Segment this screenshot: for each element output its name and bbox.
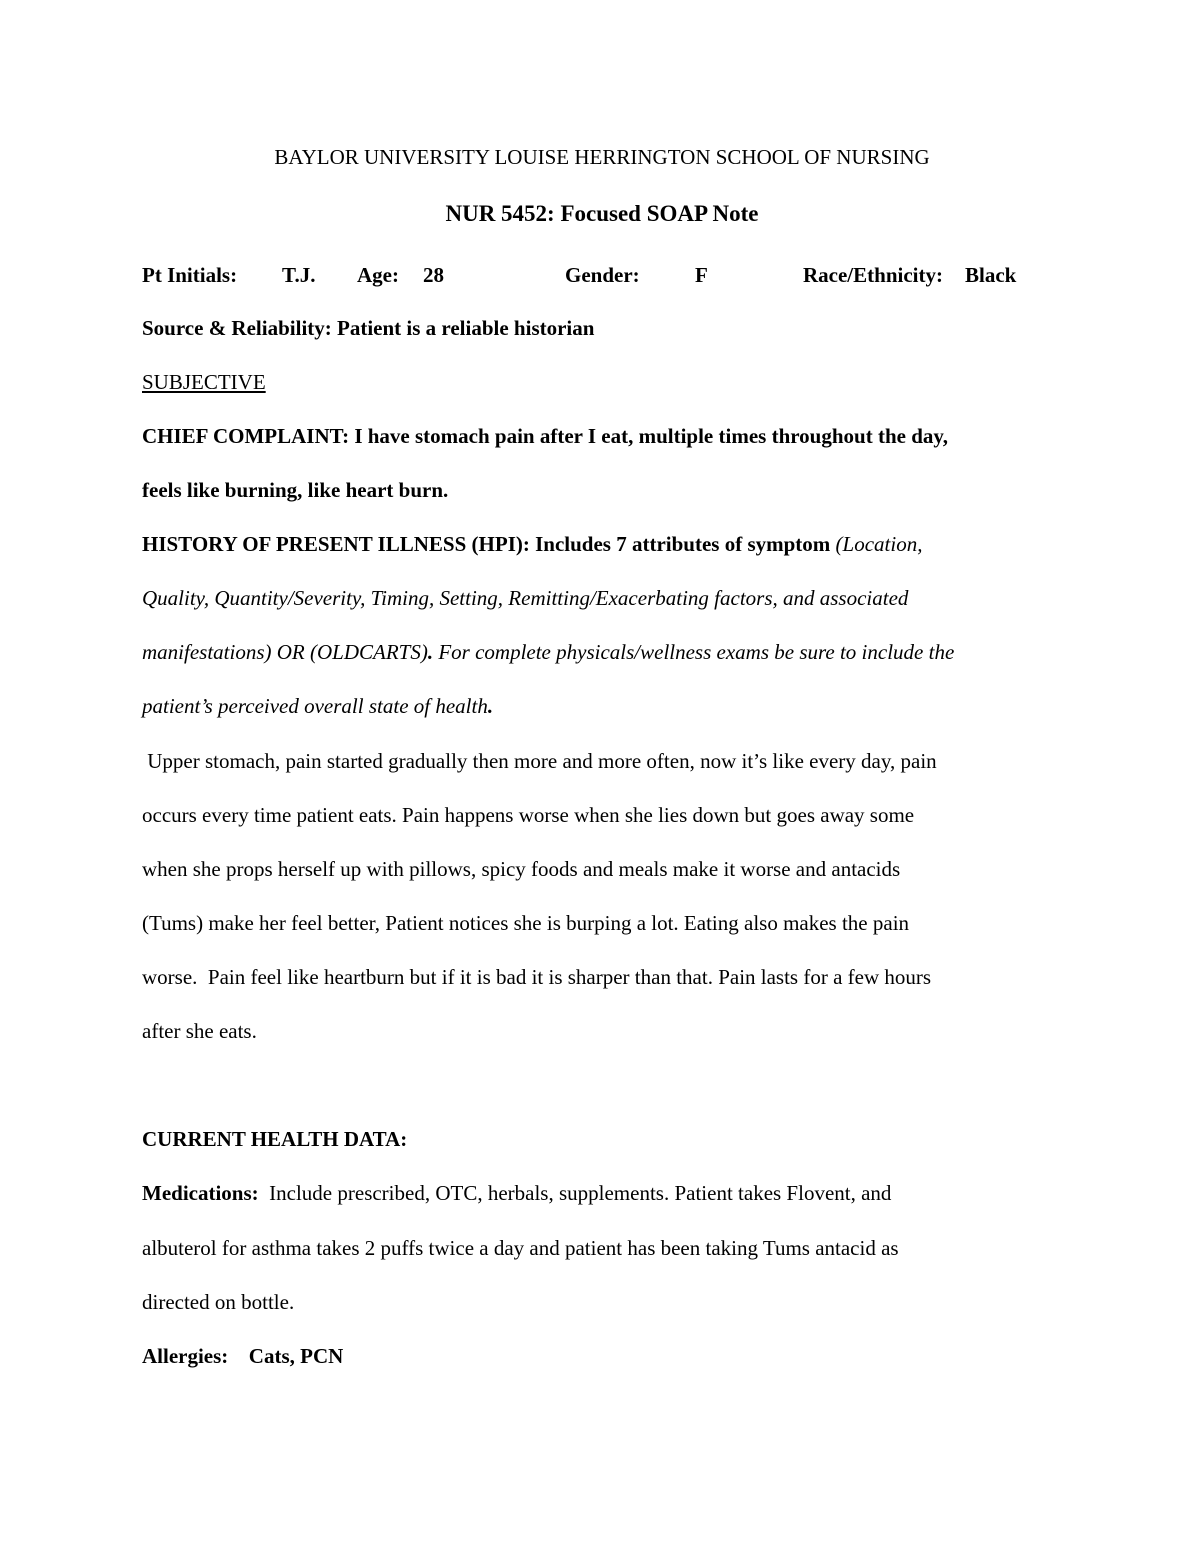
school-name: BAYLOR UNIVERSITY LOUISE HERRINGTON SCHOOL OF NURSING	[274, 145, 930, 169]
medications-text-1: Include prescribed, OTC, herbals, supplements. Patient takes Flovent, and	[258, 1181, 892, 1205]
source-value: Patient is a reliable historian	[337, 316, 595, 340]
age-label: Age:	[357, 263, 399, 287]
subjective-heading: SUBJECTIVE	[142, 370, 266, 394]
hpi-narrative-line: worse. Pain feel like heartburn but if it is bad it is sharper than that. Pain lasts for a few hours	[142, 965, 932, 989]
age-value: 28	[423, 263, 444, 287]
allergies-value: Cats, PCN	[248, 1344, 344, 1368]
hpi-line-3	[142, 638, 954, 666]
allergies-line	[142, 1342, 343, 1370]
initials-label: Pt Initials:	[142, 263, 238, 287]
hpi-line-4	[142, 692, 493, 720]
source-reliability	[142, 314, 594, 342]
gender-value: F	[695, 263, 708, 287]
hpi-instructions-3a: manifestations) OR (OLDCARTS)	[142, 640, 428, 664]
hpi-narrative-line: when she props herself up with pillows, spicy foods and meals make it worse and antacids	[142, 857, 901, 881]
chief-complaint-text: I have stomach pain after I eat, multiple times throughout the day,	[354, 424, 948, 448]
race-value: Black	[965, 263, 1017, 287]
hpi-narrative-line: after she eats.	[142, 1019, 257, 1043]
hpi-line-2: Quality, Quantity/Severity, Timing, Setting, Remitting/Exacerbating factors, and associated	[142, 586, 909, 610]
hpi-narrative-line: occurs every time patient eats. Pain happens worse when she lies down but goes away some	[142, 803, 915, 827]
hpi-line-1	[142, 530, 922, 558]
medications-line-3: directed on bottle.	[142, 1290, 295, 1314]
current-health-heading: CURRENT HEALTH DATA:	[142, 1127, 408, 1151]
hpi-instructions-4-dot: .	[487, 694, 494, 718]
medications-line-2: albuterol for asthma takes 2 puffs twice a day and patient has been taking Tums antacid as	[142, 1236, 899, 1260]
hpi-instructions-3b: For complete physicals/wellness exams be sure to include the	[433, 640, 955, 664]
document-title: NUR 5452: Focused SOAP Note	[445, 201, 759, 226]
initials-value: T.J.	[282, 263, 316, 287]
medications-label: Medications:	[142, 1181, 259, 1205]
hpi-instructions-1: (Location,	[835, 532, 923, 556]
allergies-label: Allergies:	[142, 1344, 229, 1368]
hpi-narrative-line: Upper stomach, pain started gradually then more and more often, now it’s like every day, pain	[142, 749, 937, 773]
hpi-instructions-3-dot: .	[427, 640, 434, 664]
hpi-narrative-line: (Tums) make her feel better, Patient notices she is burping a lot. Eating also makes the pain	[142, 911, 910, 935]
medications-line-1	[142, 1179, 891, 1207]
chief-complaint-line-1	[142, 422, 948, 450]
race-label: Race/Ethnicity:	[803, 263, 943, 287]
hpi-instructions-4: patient’s perceived overall state of health	[142, 694, 488, 718]
hpi-heading: HISTORY OF PRESENT ILLNESS (HPI): Includes 7 attributes of symptom	[142, 532, 831, 556]
source-label: Source & Reliability:	[142, 316, 332, 340]
chief-complaint-line-2: feels like burning, like heart burn.	[142, 478, 449, 502]
gender-label: Gender:	[565, 263, 640, 287]
chief-complaint-label: CHIEF COMPLAINT:	[142, 424, 350, 448]
